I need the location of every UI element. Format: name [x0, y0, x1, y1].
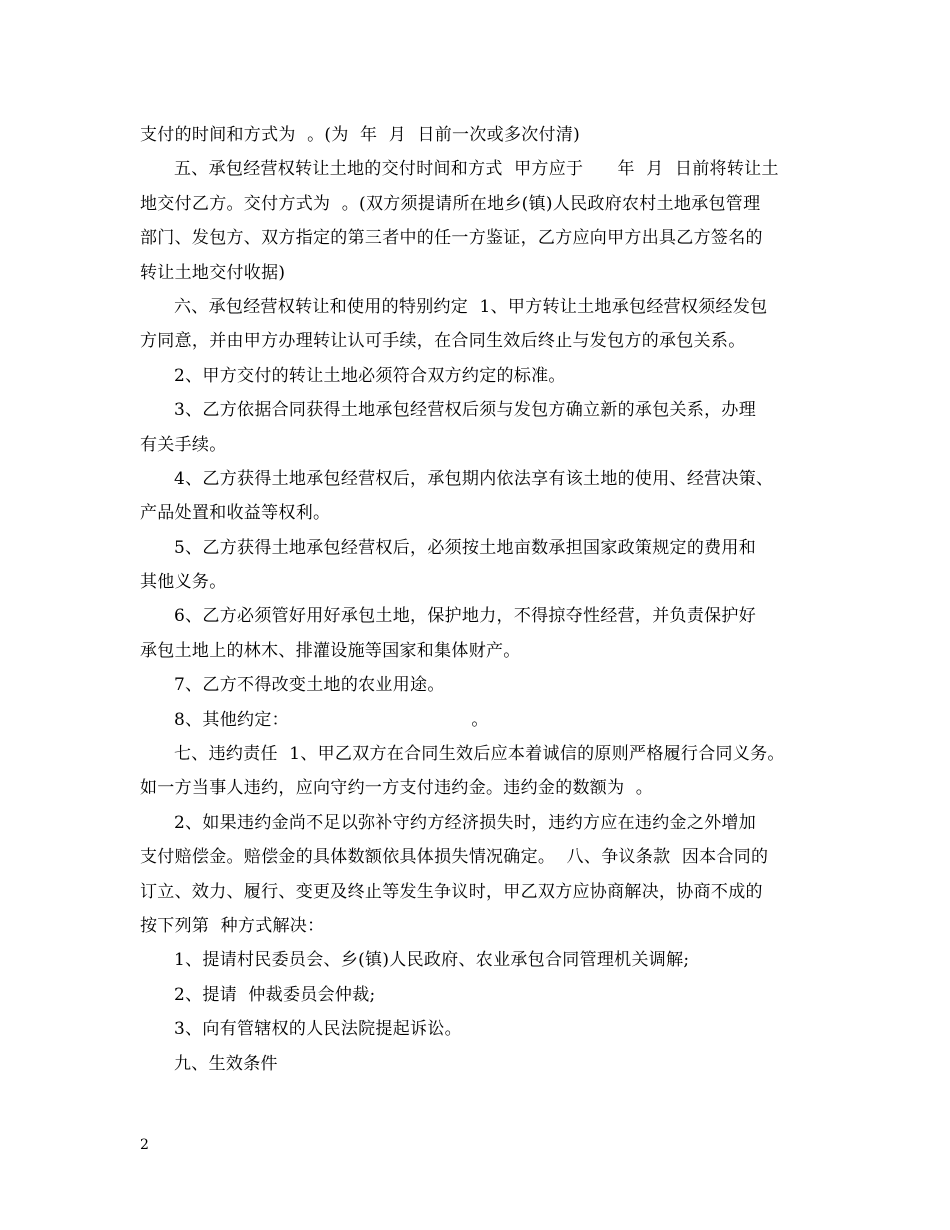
text-line: 5、乙方获得土地承包经营权后，必须按土地亩数承担国家政策规定的费用和 — [174, 537, 757, 558]
text-line: 地交付乙方。交付方式为 。(双方须提请所在地乡(镇)人民政府农村土地承包管理 — [140, 193, 761, 214]
text-line: 支付的时间和方式为 。(为 年 月 日前一次或多次付清) — [140, 125, 581, 145]
text-line: 2、提请 仲裁委员会仲裁; — [174, 984, 376, 1005]
text-line: 承包土地上的林木、排灌设施等国家和集体财产。 — [140, 640, 521, 661]
text-line: 五、承包经营权转让土地的交付时间和方式 甲方应于 年 月 日前将转让土 — [174, 159, 779, 180]
text-line: 6、乙方必须管好用好承包土地，保护地力，不得掠夺性经营，并负责保护好 — [174, 606, 757, 627]
text-line: 订立、效力、履行、变更及终止等发生争议时，甲乙双方应协商解决，协商不成的 — [140, 881, 763, 902]
text-line: 六、承包经营权转让和使用的特别约定 1、甲方转让土地承包经营权须经发包 — [174, 296, 768, 317]
text-line: 有关手续。 — [140, 434, 227, 455]
text-line: 方同意，并由甲方办理转让认可手续，在合同生效后终止与发包方的承包关系。 — [140, 331, 746, 352]
text-line: 转让土地交付收据) — [140, 262, 286, 283]
text-line: 部门、发包方、双方指定的第三者中的任一方鉴证，乙方应向甲方出具乙方签名的 — [140, 228, 763, 249]
text-line: 3、乙方依据合同获得土地承包经营权后须与发包方确立新的承包关系，办理 — [174, 400, 757, 421]
text-line: 支付赔偿金。赔偿金的具体数额依具体损失情况确定。 八、争议条款 因本合同的 — [140, 847, 769, 868]
text-line: 其他义务。 — [140, 572, 227, 593]
text-line: 九、生效条件 — [174, 1053, 278, 1074]
text-line: 七、违约责任 1、甲乙双方在合同生效后应本着诚信的原则严格履行合同义务。 — [174, 744, 785, 765]
text-line: 3、向有管辖权的人民法院提起诉讼。 — [174, 1019, 462, 1040]
text-line: 2、如果违约金尚不足以弥补守约方经济损失时，违约方应在违约金之外增加 — [174, 812, 757, 833]
text-line: 按下列第 种方式解决： — [140, 915, 325, 936]
text-line: 1、提请村民委员会、乡(镇)人民政府、农业承包合同管理机关调解; — [174, 950, 690, 971]
text-line: 2、甲方交付的转让土地必须符合双方约定的标准。 — [174, 365, 566, 386]
text-line: 产品处置和收益等权利。 — [140, 503, 331, 524]
page-number: 2 — [140, 1137, 149, 1153]
text-line: 8、其他约定： 。 — [174, 709, 489, 730]
text-line: 4、乙方获得土地承包经营权后，承包期内依法享有该土地的使用、经营决策、 — [174, 468, 774, 489]
document-body — [140, 118, 830, 1081]
text-line: 如一方当事人违约，应向守约一方支付违约金。违约金的数额为 。 — [140, 778, 654, 799]
text-line: 7、乙方不得改变土地的农业用途。 — [174, 675, 445, 696]
